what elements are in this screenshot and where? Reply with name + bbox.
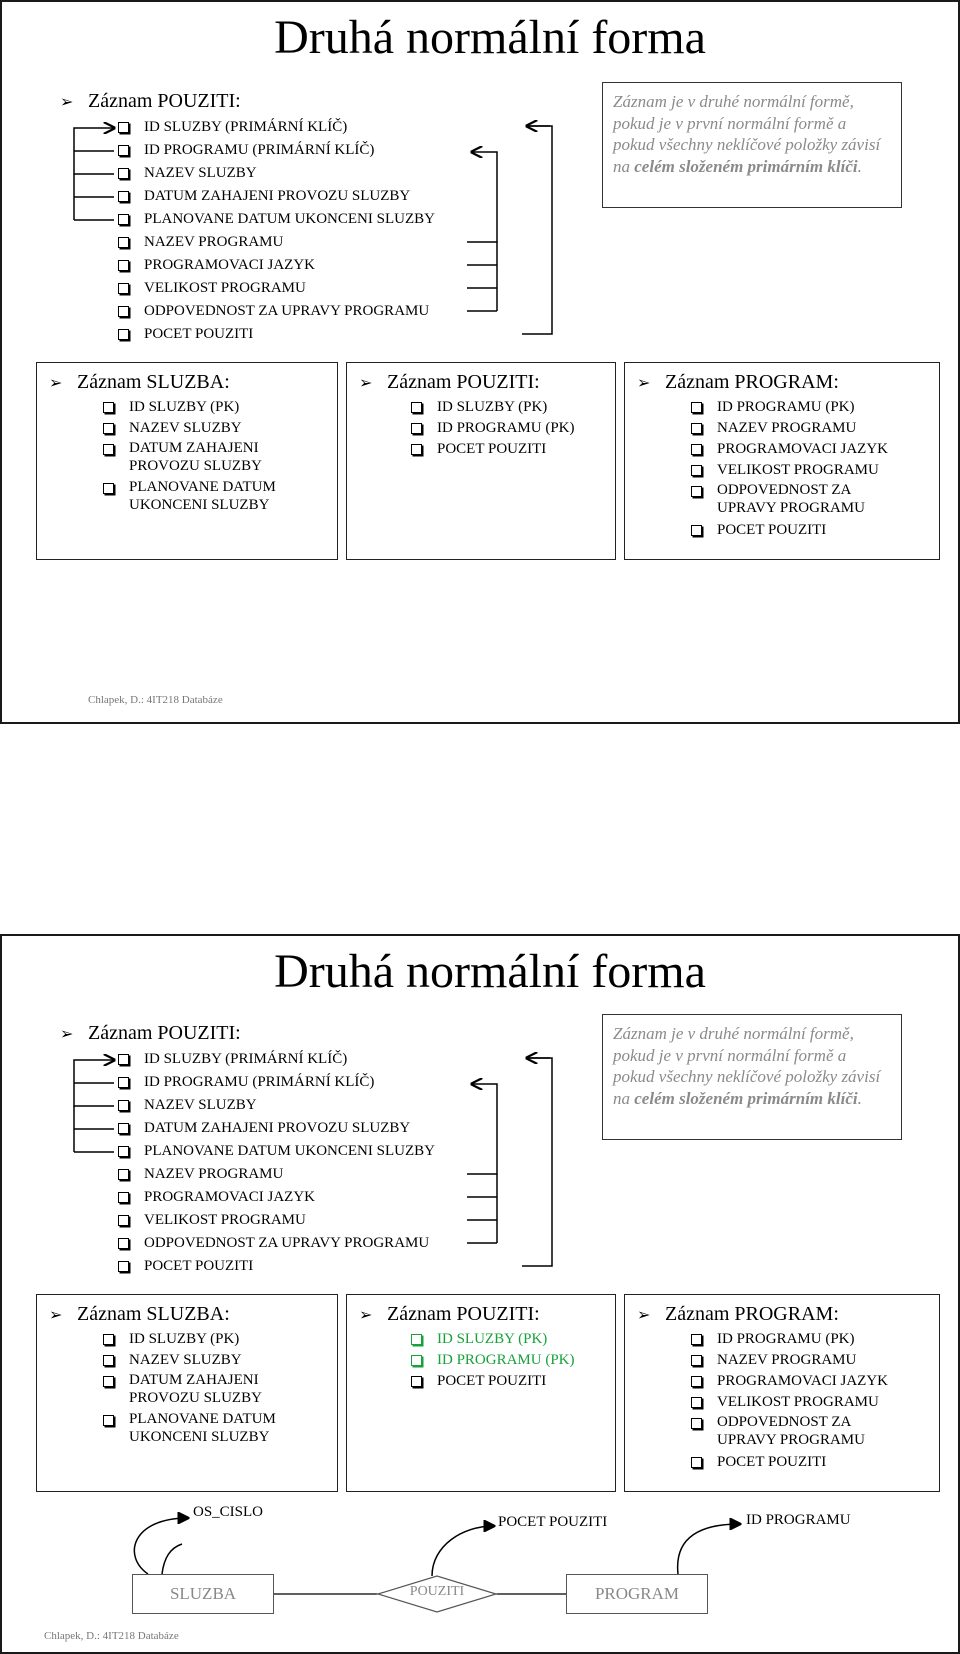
- definition-note: Záznam je v druhé normální formě, pokud je v první normální formě a pokud všechny neklíčové položky závisí na celém složeném primárním klíči.: [602, 82, 902, 208]
- checkbox-bullet-icon: [103, 1334, 114, 1345]
- field-list: [103, 397, 323, 517]
- checkbox-bullet-icon: [411, 444, 422, 455]
- checkbox-bullet-icon: [411, 423, 422, 434]
- checkbox-bullet-icon: [691, 486, 702, 497]
- arrow-bullet-icon: ➢: [359, 375, 373, 392]
- slide-2: [0, 934, 960, 1654]
- list-item: ID SLUZBY (PK): [103, 397, 323, 418]
- er-attribute-os-cislo: OS_CISLO: [193, 1504, 264, 1520]
- slide-1: [0, 0, 960, 724]
- checkbox-bullet-icon: [691, 402, 702, 413]
- list-item: PROGRAMOVACI JAZYK: [691, 1371, 931, 1392]
- checkbox-bullet-icon: [691, 465, 702, 476]
- checkbox-bullet-icon: [411, 402, 422, 413]
- record-box-program: [624, 1294, 940, 1492]
- arrow-bullet-icon: ➢: [637, 1307, 651, 1324]
- list-item: VELIKOST PROGRAMU: [118, 1209, 435, 1232]
- record-heading: ➢ Záznam POUZITI:: [359, 371, 540, 393]
- record-box-sluzba: [36, 1294, 338, 1492]
- record-heading-text: Záznam POUZITI:: [88, 1022, 241, 1044]
- checkbox-bullet-icon: [411, 1376, 422, 1387]
- list-item: NAZEV PROGRAMU: [691, 1350, 931, 1371]
- record-box-pouziti: [346, 1294, 616, 1492]
- checkbox-bullet-icon: [691, 1418, 702, 1429]
- checkbox-bullet-icon: [103, 402, 114, 413]
- arrow-bullet-icon: ➢: [49, 1307, 63, 1324]
- arrow-bullet-icon: ➢: [49, 375, 63, 392]
- checkbox-bullet-icon: [103, 423, 114, 434]
- checkbox-bullet-icon: [691, 423, 702, 434]
- checkbox-bullet-icon: [691, 1376, 702, 1387]
- list-item: ID PROGRAMU (PRIMÁRNÍ KLÍČ): [118, 1071, 435, 1094]
- checkbox-bullet-icon: [103, 1376, 114, 1387]
- list-item: NAZEV SLUZBY: [103, 1350, 323, 1371]
- list-item: NAZEV SLUZBY: [118, 162, 435, 185]
- list-item: PLANOVANE DATUM UKONCENI SLUZBY: [103, 1410, 309, 1449]
- definition-note: Záznam je v druhé normální formě, pokud je v první normální formě a pokud všechny neklíčové položky závisí na celém složeném primárním klíči.: [602, 1014, 902, 1140]
- list-item: NAZEV SLUZBY: [103, 418, 323, 439]
- checkbox-bullet-icon: [103, 1415, 114, 1426]
- slide-title: Druhá normální forma: [274, 945, 706, 998]
- list-item: PROGRAMOVACI JAZYK: [118, 1186, 435, 1209]
- field-list: [411, 1329, 575, 1392]
- list-item: DATUM ZAHAJENI PROVOZU SLUZBY: [118, 185, 435, 208]
- field-list: [691, 1329, 931, 1473]
- field-list: [691, 397, 931, 541]
- list-item: ODPOVEDNOST ZA UPRAVY PROGRAMU: [691, 481, 877, 520]
- list-item: DATUM ZAHAJENI PROVOZU SLUZBY: [118, 1117, 435, 1140]
- slide-title: Druhá normální forma: [274, 11, 706, 64]
- arrow-bullet-icon: ➢: [359, 1307, 373, 1324]
- list-item: ID SLUZBY (PK): [103, 1329, 323, 1350]
- checkbox-bullet-icon: [691, 1397, 702, 1408]
- record-heading: ➢ Záznam PROGRAM:: [637, 1303, 839, 1325]
- list-item: POCET POUZITI: [118, 323, 435, 346]
- record-heading: ➢ Záznam POUZITI:: [359, 1303, 540, 1325]
- checkbox-bullet-icon: [691, 1334, 702, 1345]
- list-item: PLANOVANE DATUM UKONCENI SLUZBY: [118, 208, 435, 231]
- checkbox-bullet-icon: [691, 1355, 702, 1366]
- slide-footer: Chlapek, D.: 4IT218 Databáze: [88, 694, 223, 706]
- list-item: ID PROGRAMU (PK): [691, 397, 931, 418]
- list-item: VELIKOST PROGRAMU: [118, 277, 435, 300]
- field-list: [103, 1329, 323, 1449]
- list-item: POCET POUZITI: [691, 1452, 931, 1473]
- list-item: POCET POUZITI: [691, 520, 931, 541]
- record-heading: ➢ Záznam SLUZBA:: [49, 371, 230, 393]
- list-item: POCET POUZITI: [411, 1371, 575, 1392]
- checkbox-bullet-icon: [103, 1355, 114, 1366]
- er-entity-sluzba: SLUZBA: [132, 1574, 274, 1614]
- list-item: ODPOVEDNOST ZA UPRAVY PROGRAMU: [118, 300, 435, 323]
- checkbox-bullet-icon: [411, 1355, 422, 1366]
- er-attribute-id-programu: ID PROGRAMU: [746, 1512, 851, 1528]
- checkbox-bullet-icon: [691, 1457, 702, 1468]
- list-item: PLANOVANE DATUM UKONCENI SLUZBY: [103, 478, 309, 517]
- checkbox-bullet-icon: [691, 444, 702, 455]
- list-item-key: ID SLUZBY (PK): [411, 1329, 575, 1350]
- list-item: POCET POUZITI: [118, 1255, 435, 1278]
- record-heading: ➢ Záznam PROGRAM:: [637, 371, 839, 393]
- list-item: ODPOVEDNOST ZA UPRAVY PROGRAMU: [118, 1232, 435, 1255]
- list-item: DATUM ZAHAJENI PROVOZU SLUZBY: [103, 1371, 299, 1410]
- checkbox-bullet-icon: [691, 525, 702, 536]
- arrow-bullet-icon: ➢: [60, 1026, 74, 1043]
- slide-footer: Chlapek, D.: 4IT218 Databáze: [44, 1630, 179, 1642]
- list-item: NAZEV PROGRAMU: [118, 231, 435, 254]
- list-item: PLANOVANE DATUM UKONCENI SLUZBY: [118, 1140, 435, 1163]
- list-item: ID SLUZBY (PRIMÁRNÍ KLÍČ): [118, 1048, 435, 1071]
- list-item: PROGRAMOVACI JAZYK: [691, 439, 931, 460]
- record-box-program: [624, 362, 940, 560]
- er-entity-program: PROGRAM: [566, 1574, 708, 1614]
- checkbox-bullet-icon: [411, 1334, 422, 1345]
- record-heading-text: Záznam POUZITI:: [88, 90, 241, 112]
- record-box-pouziti: [346, 362, 616, 560]
- list-item: NAZEV PROGRAMU: [118, 1163, 435, 1186]
- list-item: ID PROGRAMU (PK): [691, 1329, 931, 1350]
- record-heading: ➢ Záznam SLUZBA:: [49, 1303, 230, 1325]
- list-item: ODPOVEDNOST ZA UPRAVY PROGRAMU: [691, 1413, 877, 1452]
- list-item: ID PROGRAMU (PK): [411, 418, 575, 439]
- er-relation-label: POUZITI: [409, 1584, 465, 1599]
- field-list: [411, 397, 575, 460]
- list-item-key: ID PROGRAMU (PK): [411, 1350, 575, 1371]
- list-item: ID SLUZBY (PK): [411, 397, 575, 418]
- list-item: PROGRAMOVACI JAZYK: [118, 254, 435, 277]
- checkbox-bullet-icon: [103, 483, 114, 494]
- list-item: ID PROGRAMU (PRIMÁRNÍ KLÍČ): [118, 139, 435, 162]
- checkbox-bullet-icon: [103, 444, 114, 455]
- list-item: ID SLUZBY (PRIMÁRNÍ KLÍČ): [118, 116, 435, 139]
- list-item: VELIKOST PROGRAMU: [691, 460, 931, 481]
- arrow-bullet-icon: ➢: [637, 375, 651, 392]
- list-item: NAZEV PROGRAMU: [691, 418, 931, 439]
- er-attribute-pocet: POCET POUZITI: [498, 1514, 608, 1530]
- list-item: POCET POUZITI: [411, 439, 575, 460]
- arrow-bullet-icon: ➢: [60, 94, 74, 111]
- list-item: VELIKOST PROGRAMU: [691, 1392, 931, 1413]
- list-item: NAZEV SLUZBY: [118, 1094, 435, 1117]
- record-box-sluzba: [36, 362, 338, 560]
- list-item: DATUM ZAHAJENI PROVOZU SLUZBY: [103, 439, 299, 478]
